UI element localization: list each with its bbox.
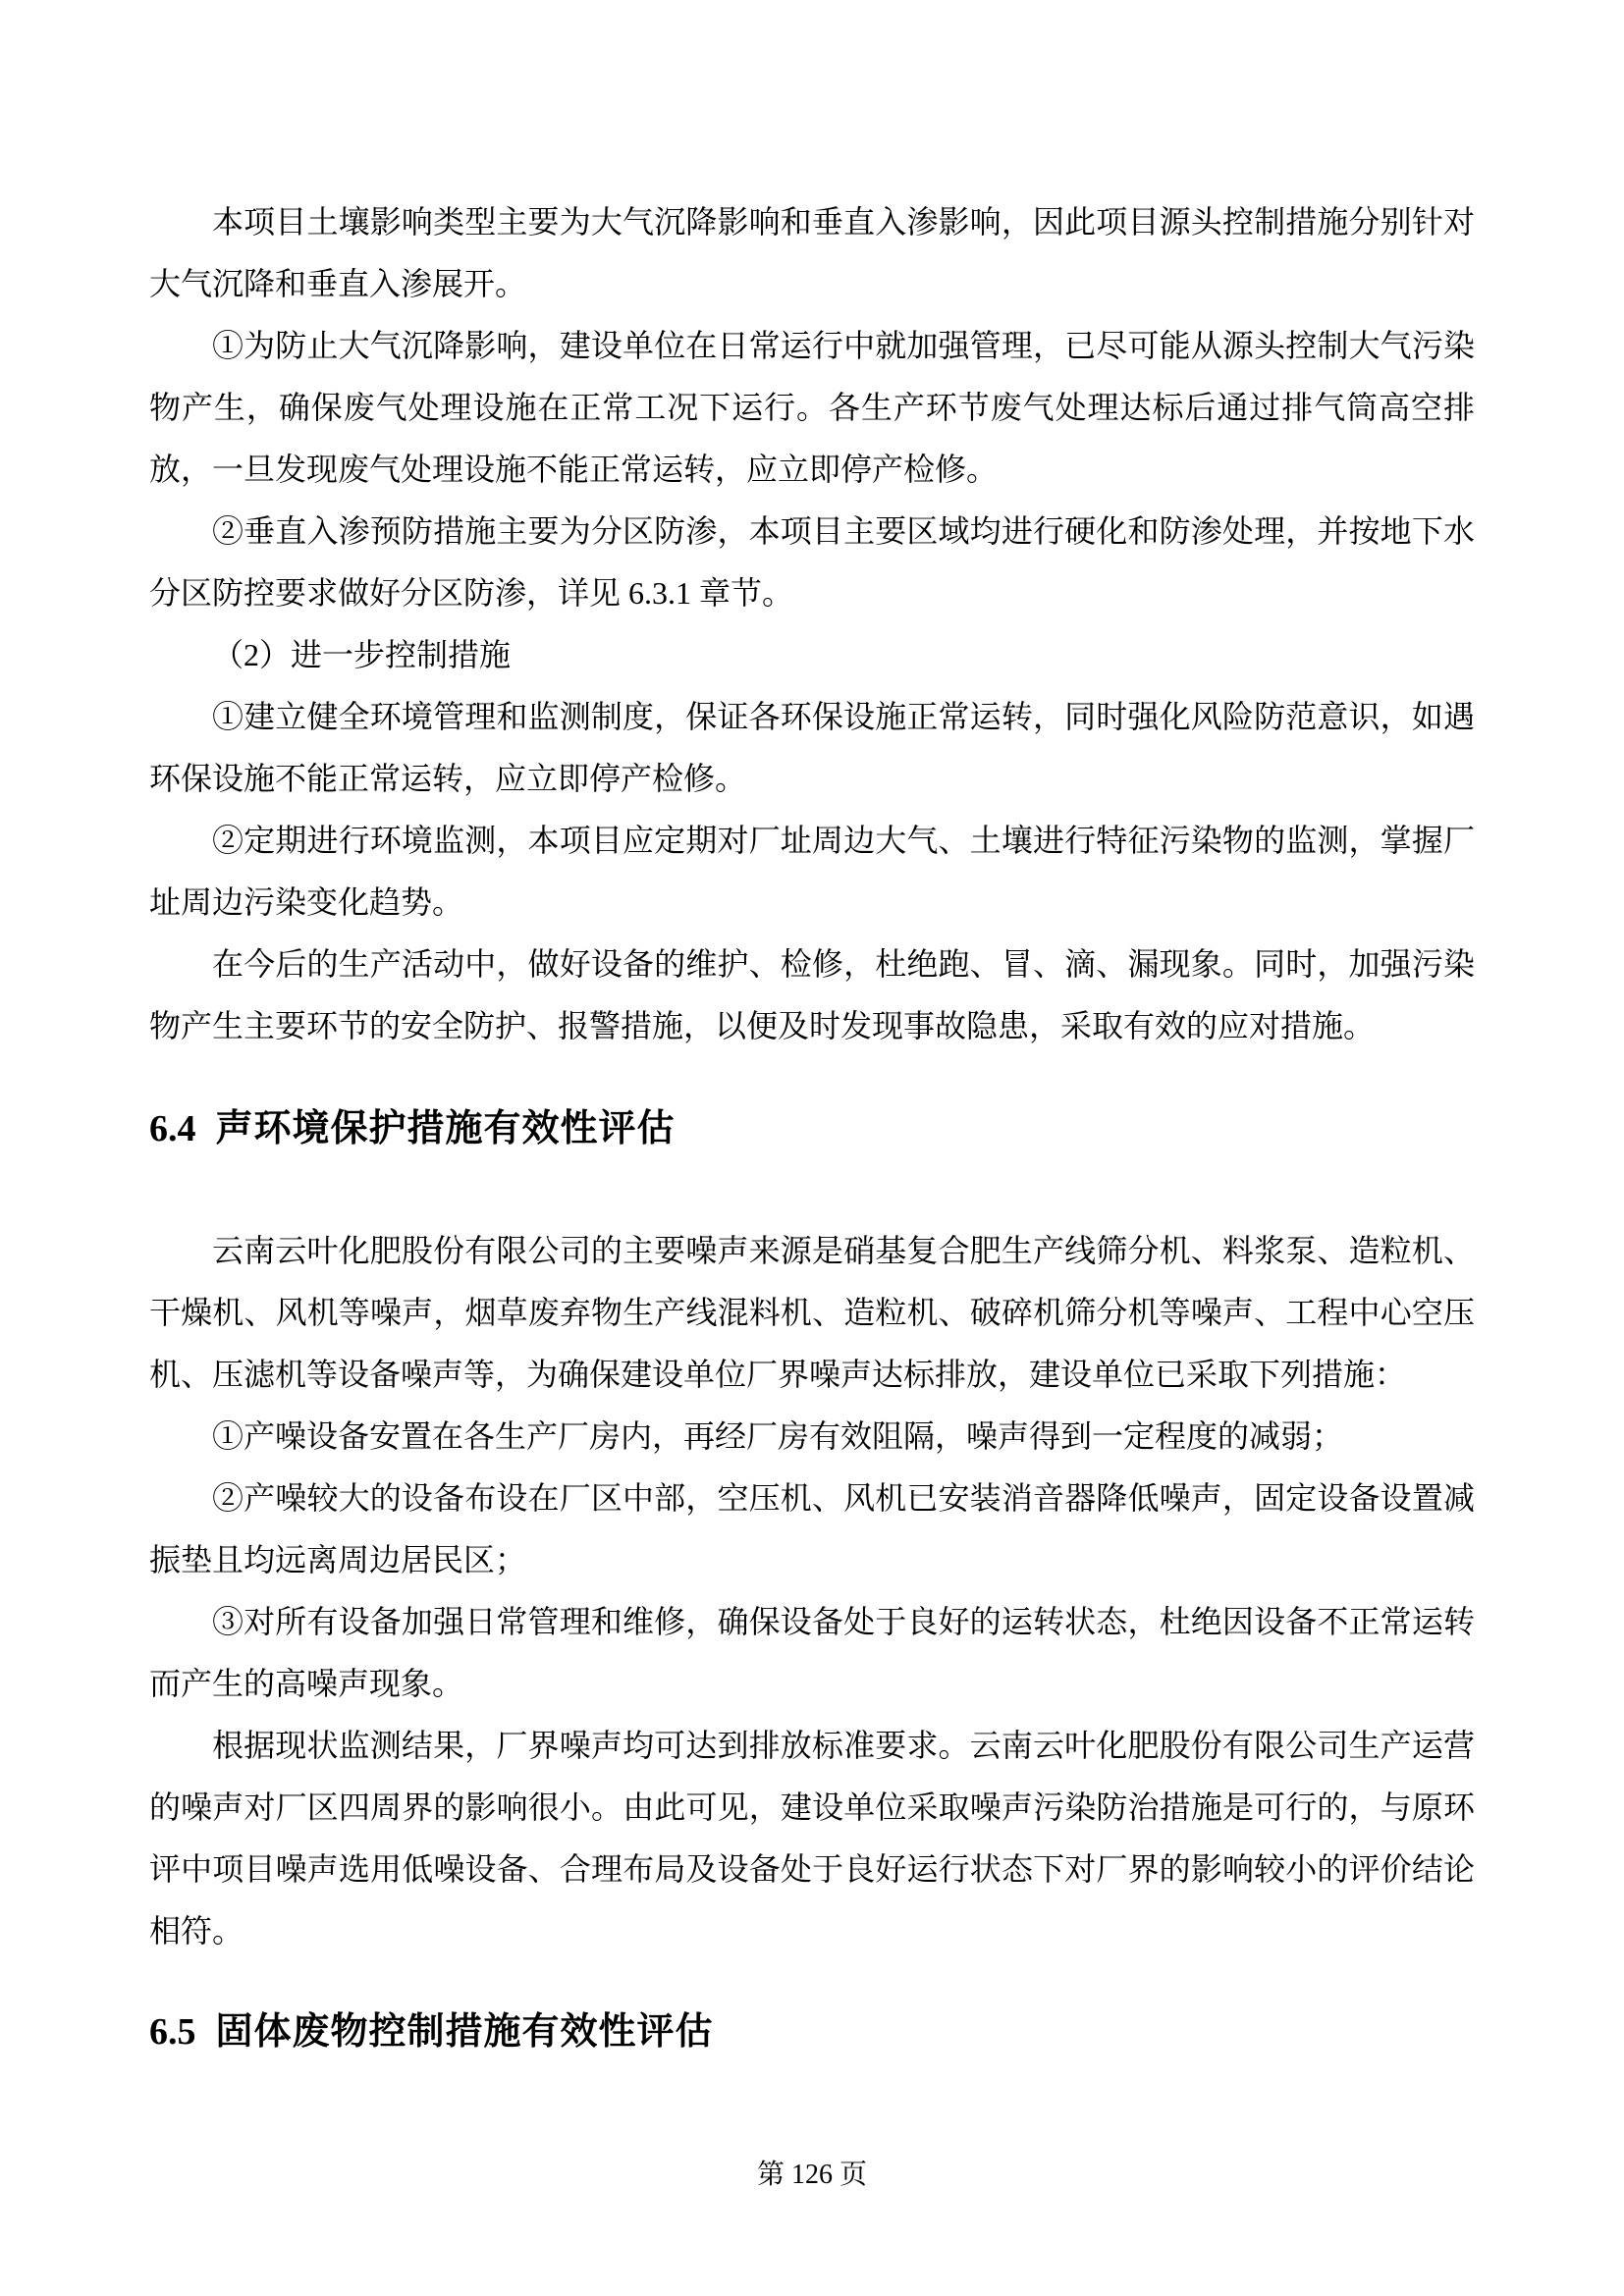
paragraph-soil-impact-intro: 本项目土壤影响类型主要为大气沉降影响和垂直入渗影响，因此项目源头控制措施分别针对大气沉降和垂直入渗展开。 — [149, 204, 1475, 301]
section-title-6-4: 声环境保护措施有效性评估 — [215, 1108, 676, 1149]
section-title-6-5: 固体废物控制措施有效性评估 — [215, 2011, 714, 2053]
paragraph-further-control-label: （2）进一步控制措施 — [212, 637, 512, 672]
section-number-6-5: 6.5 — [149, 2011, 196, 2053]
paragraph-noise-sources: 云南云叶化肥股份有限公司的主要噪声来源是硝基复合肥生产线筛分机、料浆泵、造粒机、干燥机、风机等噪声，烟草废弃物生产线混料机、造粒机、破碎机筛分机等噪声、工程中心空压机、压滤机等设备噪声等，为确保建设单位厂界噪声达标排放，建设单位已采取下列措施： — [149, 1233, 1475, 1392]
page-number-footer: 第 126 页 — [756, 2160, 867, 2190]
paragraph-env-management-system: ①建立健全环境管理和监测制度，保证各环保设施正常运转，同时强化风险防范意识，如遇环保设施不能正常运转，应立即停产检修。 — [149, 699, 1475, 796]
paragraph-air-deposition-measure: ①为防止大气沉降影响，建设单位在日常运行中就加强管理，已尽可能从源头控制大气污染物产生，确保废气处理设施在正常工况下运行。各生产环节废气处理达标后通过排气筒高空排放，一旦发现废气处理设施不能正常运转，应立即停产检修。 — [149, 328, 1475, 487]
section-heading-6-5 — [149, 2009, 1475, 2055]
paragraph-vertical-seepage-measure: ②垂直入渗预防措施主要为分区防渗，本项目主要区域均进行硬化和防渗处理，并按地下水分区防控要求做好分区防渗，详见 6.3.1 章节。 — [149, 513, 1475, 611]
paragraph-noise-conclusion: 根据现状监测结果，厂界噪声均可达到排放标准要求。云南云叶化肥股份有限公司生产运营的噪声对厂区四周界的影响很小。由此可见，建设单位采取噪声污染防治措施是可行的，与原环评中项目噪声选用低噪设备、合理布局及设备处于良好运行状态下对厂界的影响较小的评价结论相符。 — [149, 1728, 1475, 1949]
paragraph-noise-measure-3: ③对所有设备加强日常管理和维修，确保设备处于良好的运转状态，杜绝因设备不正常运转而产生的高噪声现象。 — [149, 1604, 1475, 1701]
paragraph-future-production: 在今后的生产活动中，做好设备的维护、检修，杜绝跑、冒、滴、漏现象。同时，加强污染物产生主要环节的安全防护、报警措施，以便及时发现事故隐患，采取有效的应对措施。 — [149, 946, 1475, 1043]
paragraph-noise-measure-2: ②产噪较大的设备布设在厂区中部，空压机、风机已安装消音器降低噪声，固定设备设置减振垫且均远离周边居民区； — [149, 1480, 1475, 1577]
paragraph-noise-measure-1: ①产噪设备安置在各生产厂房内，再经厂房有效阻隔，噪声得到一定程度的减弱； — [212, 1418, 1344, 1454]
section-heading-6-4 — [149, 1106, 1475, 1151]
paragraph-periodic-monitoring: ②定期进行环境监测，本项目应定期对厂址周边大气、土壤进行特征污染物的监测，掌握厂址周边污染变化趋势。 — [149, 823, 1475, 920]
section-number-6-4: 6.4 — [149, 1108, 196, 1149]
